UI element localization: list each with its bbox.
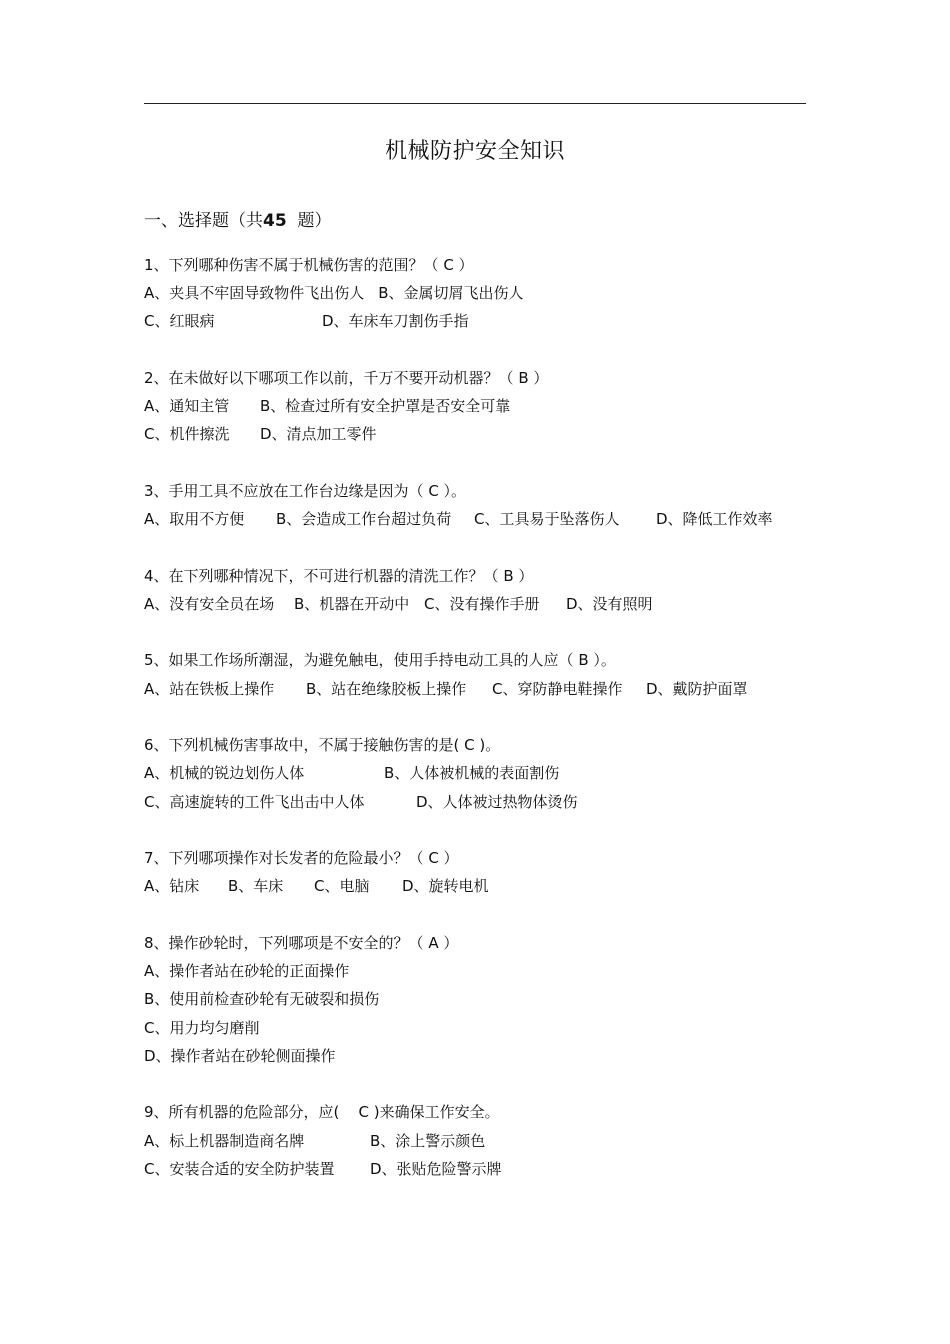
question-9-option-b: B、涂上警示颜色 bbox=[370, 1132, 486, 1150]
question-7-option-c: C、电脑 bbox=[314, 877, 370, 895]
question-6-option-c: C、高速旋转的工件飞出击中人体 bbox=[144, 793, 365, 811]
question-7-text: 7、下列哪项操作对长发者的危险最小？（ C ） bbox=[144, 849, 459, 867]
question-7-option-b: B、车床 bbox=[228, 877, 284, 895]
question-2-option-c: C、机件擦洗 bbox=[144, 425, 230, 443]
question-5-option-d: D、戴防护面罩 bbox=[646, 680, 748, 698]
question-5-option-c: C、穿防静电鞋操作 bbox=[492, 680, 623, 698]
header-rule bbox=[144, 103, 806, 104]
question-6-text: 6、下列机械伤害事故中，不属于接触伤害的是( C )。 bbox=[144, 736, 501, 754]
section-count: 45 bbox=[263, 211, 287, 231]
question-4-text: 4、在下列哪种情况下，不可进行机器的清洗工作？（ B ） bbox=[144, 567, 534, 585]
question-5-options-row bbox=[144, 679, 748, 699]
question-9-text: 9、所有机器的危险部分，应( C )来确保工作安全。 bbox=[144, 1103, 500, 1121]
question-2-text: 2、在未做好以下哪项工作以前，千万不要开动机器？（ B ） bbox=[144, 369, 549, 387]
question-8-option-b: B、使用前检查砂轮有无破裂和损伤 bbox=[144, 990, 380, 1008]
question-6-option-d: D、人体被过热物体烫伤 bbox=[416, 793, 578, 811]
question-6-option-a: A、机械的锐边划伤人体 bbox=[144, 764, 305, 782]
question-9-option-a: A、标上机器制造商名牌 bbox=[144, 1132, 305, 1150]
question-3-option-b: B、会造成工作台超过负荷 bbox=[276, 510, 452, 528]
question-1-options-row-2 bbox=[144, 311, 469, 331]
question-2-options-row-2 bbox=[144, 424, 377, 444]
question-1-option-c: C、红眼病 bbox=[144, 312, 215, 330]
question-9-option-d: D、张贴危险警示牌 bbox=[370, 1160, 502, 1178]
page-title: 机械防护安全知识 bbox=[384, 139, 565, 164]
question-7-option-d: D、旋转电机 bbox=[402, 877, 489, 895]
question-4-option-b: B、机器在开动中 bbox=[294, 595, 410, 613]
question-2-options-row-1 bbox=[144, 396, 510, 416]
question-2-option-d: D、清点加工零件 bbox=[260, 425, 377, 443]
question-3-option-a: A、取用不方便 bbox=[144, 510, 245, 528]
section-heading bbox=[144, 211, 331, 231]
section-suffix: 题） bbox=[286, 211, 332, 231]
question-3-options-row bbox=[144, 509, 773, 529]
section-prefix: 一、选择题（共 bbox=[144, 211, 263, 231]
question-8-text: 8、操作砂轮时，下列哪项是不安全的？（ A ） bbox=[144, 934, 459, 952]
question-5-text: 5、如果工作场所潮湿，为避免触电，使用手持电动工具的人应（ B ）。 bbox=[144, 651, 616, 669]
question-2-option-b: B、检查过所有安全护罩是否安全可靠 bbox=[260, 397, 511, 415]
question-9-options-row-1 bbox=[144, 1131, 485, 1151]
question-1-option-a: A、夹具不牢固导致物件飞出伤人 bbox=[144, 284, 365, 302]
question-6-option-b: B、人体被机械的表面割伤 bbox=[384, 764, 560, 782]
question-1-text: 1、下列哪种伤害不属于机械伤害的范围？（ C ） bbox=[144, 256, 474, 274]
question-3-text: 3、手用工具不应放在工作台边缘是因为（ C ）。 bbox=[144, 482, 467, 500]
question-1-option-d: D、车床车刀割伤手指 bbox=[322, 312, 469, 330]
question-2-option-a: A、通知主管 bbox=[144, 397, 230, 415]
question-4-options-row bbox=[144, 594, 653, 614]
question-1-options-row-1 bbox=[144, 283, 524, 303]
question-7-options-row bbox=[144, 876, 489, 896]
question-8-option-a: A、操作者站在砂轮的正面操作 bbox=[144, 962, 350, 980]
question-8-option-d: D、操作者站在砂轮侧面操作 bbox=[144, 1047, 336, 1065]
question-6-options-row-2 bbox=[144, 792, 578, 812]
question-4-option-d: D、没有照明 bbox=[566, 595, 653, 613]
question-9-options-row-2 bbox=[144, 1159, 502, 1179]
question-3-option-c: C、工具易于坠落伤人 bbox=[474, 510, 620, 528]
question-6-options-row-1 bbox=[144, 763, 559, 783]
question-8-option-c: C、用力均匀磨削 bbox=[144, 1019, 260, 1037]
question-5-option-b: B、站在绝缘胶板上操作 bbox=[306, 680, 467, 698]
question-5-option-a: A、站在铁板上操作 bbox=[144, 680, 275, 698]
question-1-option-b: B、金属切屑飞出伤人 bbox=[378, 284, 524, 302]
question-9-option-c: C、安装合适的安全防护装置 bbox=[144, 1160, 335, 1178]
question-3-option-d: D、降低工作效率 bbox=[656, 510, 773, 528]
question-7-option-a: A、钻床 bbox=[144, 877, 200, 895]
question-4-option-a: A、没有安全员在场 bbox=[144, 595, 275, 613]
question-4-option-c: C、没有操作手册 bbox=[424, 595, 540, 613]
